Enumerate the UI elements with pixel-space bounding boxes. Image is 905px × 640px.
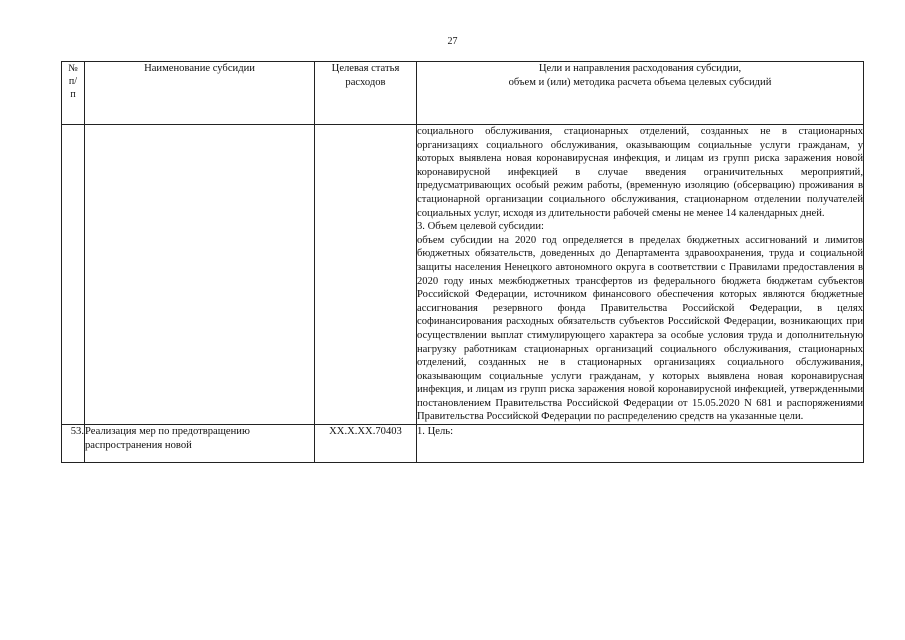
- subsidy-goal: 1. Цель:: [417, 425, 864, 463]
- table-row: [62, 425, 864, 463]
- header-code-line: расходов: [345, 76, 386, 88]
- table-row: [62, 125, 864, 425]
- paragraph: социального обслуживания, стационарных отделений, созданных не в стационарных организациях социального обслуживания, оказывающим социальные услуги гражданам, у которых выявлена новая коронавирусная инфекция, и лицам из групп риска заражения новой коронавирусной инфекцией в случае введения ограничительных мероприятий, предусматривающих особый режим работы, (временную изоляцию (обсервацию) проживания в стационарной организации социального обслуживания, стационарном отделении получателей социальных услуг, исходя из длительности рабочей смены не менее 14 календарных дней.: [417, 126, 863, 219]
- row-number: 53.: [62, 425, 85, 463]
- table-header-row: [62, 62, 864, 125]
- subsidy-name: [85, 425, 315, 463]
- header-number: [62, 62, 85, 125]
- header-number-line: №: [68, 63, 78, 74]
- continuation-name-cell: [85, 125, 315, 425]
- subsidy-name-line: распространения новой: [85, 439, 192, 451]
- page-number: 27: [447, 36, 458, 47]
- paragraph: 3. Объем целевой субсидии:: [417, 221, 544, 233]
- continuation-goals-cell: [417, 125, 864, 425]
- header-goals-line: Цели и направления расходования субсидии,: [538, 63, 742, 74]
- header-number-line: п/: [68, 76, 78, 87]
- continuation-code-cell: [315, 125, 417, 425]
- header-goals: [417, 62, 864, 125]
- header-number-line: п: [70, 89, 76, 100]
- subsidy-table: [61, 61, 864, 463]
- target-article-code: XX.X.XX.70403: [315, 425, 417, 463]
- header-goals-line: объем и (или) методика расчета объема целевых субсидий: [508, 76, 772, 88]
- paragraph: объем субсидии на 2020 год определяется в пределах бюджетных ассигнований и лимитов бюджетных обязательств, доведенных до Департамента здравоохранения, труда и социальной защиты населения Ненецкого автономного округа в соответствии с Правилами предоставления в 2020 году иных межбюджетных трансфертов из федерального бюджета бюджетам субъектов Российской Федерации, источником финансового обеспечения которых являются бюджетные ассигнования резервного фонда Правительства Российской Федерации, в целях софинансирования расходных обязательств субъектов Российской Федерации, возникающих при осуществлении выплат стимулирующего характера за особые условия труда и дополнительную нагрузку работникам стационарных организаций социального обслуживания, стационарных отделений, созданных не в стационарных организациях социального обслуживания, оказывающим социальные услуги гражданам, у которых выявлена новая коронавирусная инфекция, и лицам из групп риска заражения новой коронавирусной инфекцией, утвержденными постановлением Правительства Российской Федерации от 15.05.2020 N 681 и распоряжениями Правительства Российской Федерации по распределению средств на указанные цели.: [417, 234, 863, 423]
- header-name: Наименование субсидии: [85, 62, 315, 125]
- continuation-number-cell: [62, 125, 85, 425]
- subsidy-name-line: Реализация мер по предотвращению: [85, 426, 250, 438]
- header-code: [315, 62, 417, 125]
- header-code-line: Целевая статья: [331, 63, 400, 74]
